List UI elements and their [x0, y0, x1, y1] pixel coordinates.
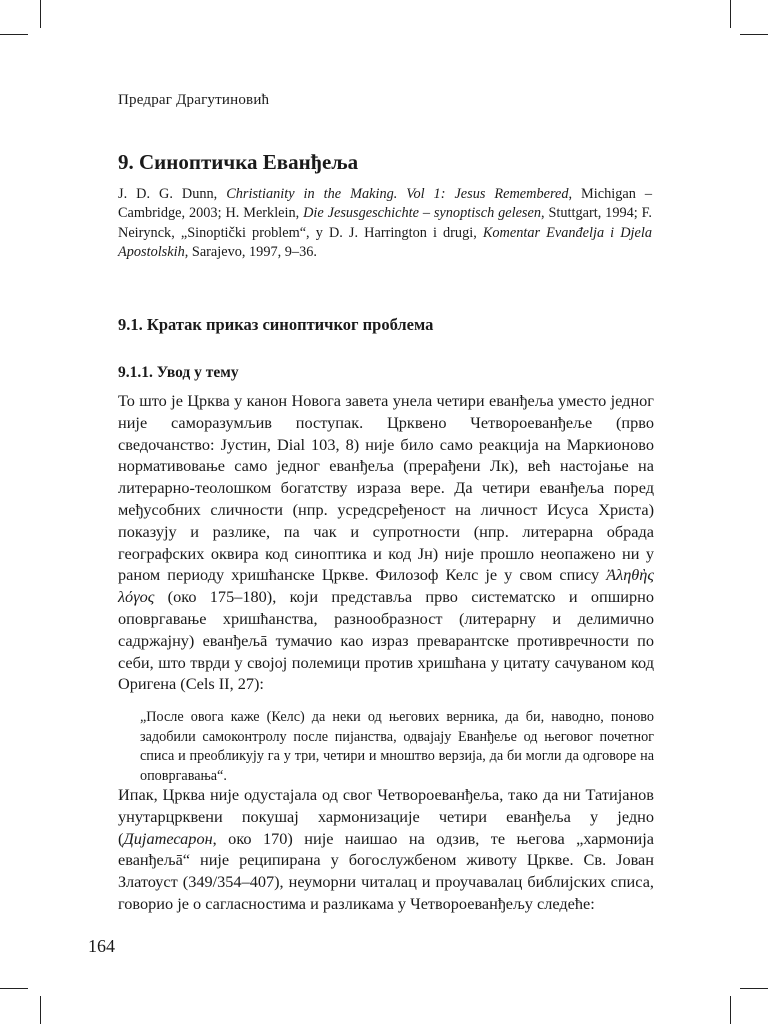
bibliography-title: Komentar Evanđelja i Djela Apostolskih [118, 224, 652, 260]
crop-mark [740, 988, 768, 989]
bibliography-text: , Stuttgart, 1994; F. Neirynck, „Sinoptički problem“, у D. J. Harrington i drugi, [118, 205, 653, 241]
crop-mark [730, 996, 731, 1024]
crop-mark [40, 996, 41, 1024]
body-paragraph [118, 390, 654, 695]
body-text: (око 175–180), који представља прво систематско и опширно оповргавање хришћанства, разнообразност (литерарну и делимично садржајну) еванђељā тумачио као израз преварантске противречности по себи, што тврди у својој полемици против хришћана у цитату сачуваном код Оригена (Cels II, 27): [118, 587, 654, 694]
crop-mark [40, 0, 41, 28]
body-paragraph [118, 784, 654, 915]
bibliography-title: Die Jesusgeschichte – synoptisch gelesen [303, 205, 541, 222]
bibliography-text: J. D. G. Dunn, [118, 186, 227, 202]
bibliography [118, 185, 652, 262]
body-text: То што је Црква у канон Новога завета унела четири еванђеља уместо једног није саморазумљив поступак. Црквено Четвороеванђеље (прво сведочанство: Јустин, Dial 103, 8) није било само реакција на Маркионово нормативовање само једног еванђеља (прерађени Лк), већ настојање на литерарно-теолошком богатству израза вере. Да четири еванђеља поред међусобних сличности (нпр. усредсређеност на личност Исуса Христа) показују и разлике, па чак и супротности (нпр. литерарна обрада географских оквира код синоптика и код Јн) није прошло неопажено ни у раном периоду хришћанске Цркве. Филозоф Келс је у свом спису [118, 391, 654, 585]
crop-mark [730, 0, 731, 28]
work-title: Дијатесарон [123, 828, 213, 848]
subsection-title: 9.1.1. Увод у тему [118, 364, 239, 381]
greek-title: Ἀληθὴς λόγος [118, 565, 654, 607]
body-text: , око 170) није наишао на одзив, те његова „хармонија еванђељā“ није реципирана у богослужбеном животу Цркве. Св. Јован Златоуст (349/354–407), неуморни читалац и проучавалац библијских списа, говорио је о сагласностима и разликама у Четвороеванђељу следеће: [118, 828, 654, 913]
crop-mark [740, 34, 768, 35]
bibliography-text: , Michigan – Cambridge, 2003; H. Merklein, [118, 186, 652, 222]
section-title: 9.1. Кратак приказ синоптичког проблема [118, 315, 434, 334]
block-quote: „После овога каже (Келс) да неки од његових верника, да би, наводно, поново задобили самоконтролу после пијанства, одвајају Еванђеље од његовог почетног списа и преобликују га у три, четири и мноштво верзија, да би могли да одговоре на оповргавања“. [140, 709, 654, 784]
bibliography-text: , Sarajevo, 1997, 9–36. [184, 243, 317, 260]
running-head: Предраг Драгутиновић [118, 92, 270, 108]
crop-mark [0, 34, 28, 35]
bibliography-title: Christianity in the Making. Vol 1: Jesus Remembered [226, 186, 569, 202]
body-text: Ипак, Црква није одустајала од свог Четвороеванђеља, тако да ни Татијанов унутарцрквени покушај хармонизације четири еванђеља у једно ( [118, 785, 654, 848]
chapter-title: 9. Синоптичка Еванђеља [118, 150, 359, 174]
crop-mark [0, 988, 28, 989]
page-number: 164 [88, 936, 115, 956]
